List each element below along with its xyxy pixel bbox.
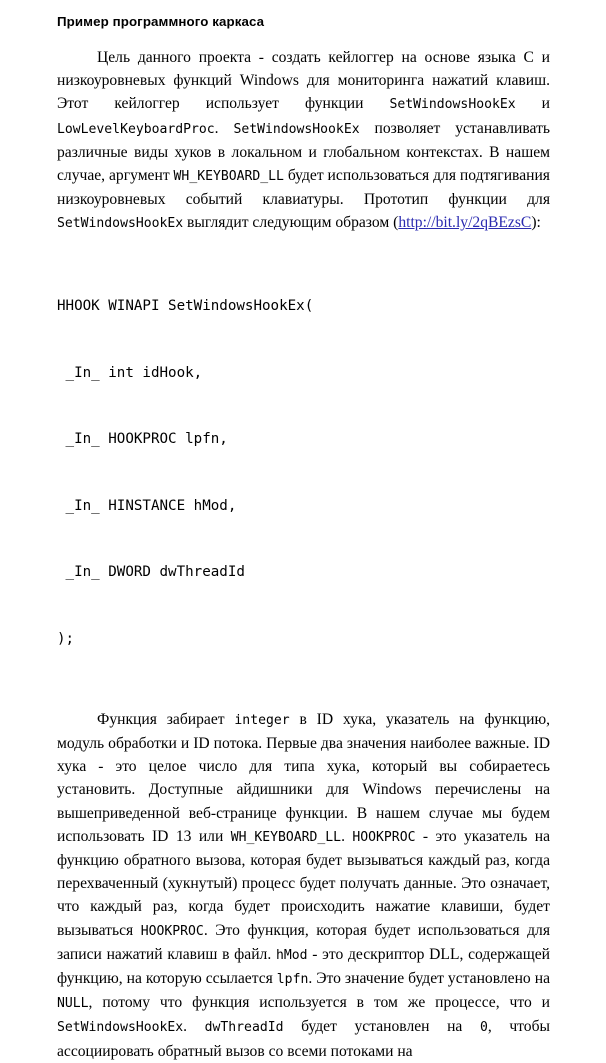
inline-code-null: NULL — [57, 996, 89, 1012]
inline-code-wh-keyboard-ll: WH_KEYBOARD_LL — [230, 829, 342, 845]
text-segment: - это указатель на функцию обратного вызова, которая будет вызываться каждый раз, когда перехваченный (хукнутый) процесс будет получать данные. Это означает, что каждый раз, когда будет происходить нажатие клавиши, будет вызываться — [57, 827, 550, 939]
inline-code-wh-keyboard-ll: WH_KEYBOARD_LL — [173, 169, 284, 185]
code-line: ); — [57, 631, 75, 648]
code-line: HHOOK WINAPI SetWindowsHookEx( — [57, 298, 314, 315]
text-segment: Функция забирает — [97, 710, 235, 728]
document-body — [57, 0, 550, 1063]
inline-code-lpfn: lpfn — [276, 971, 309, 987]
text-segment: . — [183, 1018, 205, 1036]
code-block-setwindowshookex-prototype — [57, 236, 550, 695]
code-line: _In_ int idHook, — [57, 364, 203, 381]
code-line: _In_ DWORD dwThreadId — [57, 564, 245, 581]
text-segment: будет установлен на — [283, 1018, 480, 1036]
text-segment: . Это функция, которая будет использоваться для записи нажатий клавиш в файл. — [57, 921, 550, 963]
text-segment: будет использоваться для подтягивания низкоуровневых событий клавиатуры. Прототип функции для — [57, 167, 550, 209]
text-segment: . — [341, 827, 353, 845]
inline-code-hmod: hMod — [275, 947, 308, 963]
text-segment: ): — [531, 214, 541, 232]
inline-code-setwindowshookex: SetWindowsHookEx — [57, 1020, 184, 1036]
inline-code-setwindowshookex: SetWindowsHookEx — [233, 121, 360, 137]
text-segment: в ID хука, указатель на функцию, модуль обработки и ID потока. Первые два значения наиболее важные. ID хука - это целое число для типа хука, который вы собираетесь установить. Доступные айдишники для Windows перечислены на вышеприведенной веб-странице функции. В нашем случае мы будем использовать ID 13 или — [57, 710, 550, 845]
inline-code-dwthreadid: dwThreadId — [204, 1020, 284, 1036]
inline-code-hookproc: HOOKPROC — [352, 829, 416, 845]
code-line: _In_ HOOKPROC lpfn, — [57, 431, 228, 448]
page-title: Пример программного каркаса — [57, 14, 265, 29]
text-segment: , потому что функция используется в том же процессе, что и — [88, 994, 550, 1012]
inline-code-hookproc: HOOKPROC — [140, 923, 204, 939]
inline-code-lowlevelkeyboardproc: LowLevelKeyboardProc — [57, 121, 215, 137]
text-segment: , чтобы ассоциировать обратный вызов со всеми потоками на — [57, 1018, 550, 1060]
text-segment: - это дескриптор DLL, содержащей функцию, на которую ссылается — [57, 945, 550, 987]
paragraph-intro — [57, 46, 550, 236]
text-segment: . Это значение будет установлено на — [308, 969, 550, 987]
code-line: _In_ HINSTANCE hMod, — [57, 497, 237, 514]
inline-code-setwindowshookex: SetWindowsHookEx — [57, 216, 184, 232]
inline-code-integer: integer — [234, 712, 290, 728]
text-segment: Цель данного проекта - создать кейлоггер на основе языка C и низкоуровневых функций Windows для мониторинга нажатий клавиш. Этот кейлоггер использует функции — [57, 49, 550, 113]
inline-code-setwindowshookex: SetWindowsHookEx — [389, 97, 516, 113]
inline-code-zero: 0 — [479, 1020, 488, 1036]
text-segment: позволяет устанавливать различные виды хуков в локальном и глобальном контекстах. В нашем случае, аргумент — [57, 119, 550, 185]
text-segment: выглядит следующим образом ( — [183, 214, 399, 232]
text-segment: . — [214, 119, 234, 137]
external-link-bitly[interactable]: http://bit.ly/2qBEzsC — [398, 214, 532, 232]
paragraph-explanation — [57, 708, 550, 1063]
text-segment: и — [515, 95, 550, 113]
